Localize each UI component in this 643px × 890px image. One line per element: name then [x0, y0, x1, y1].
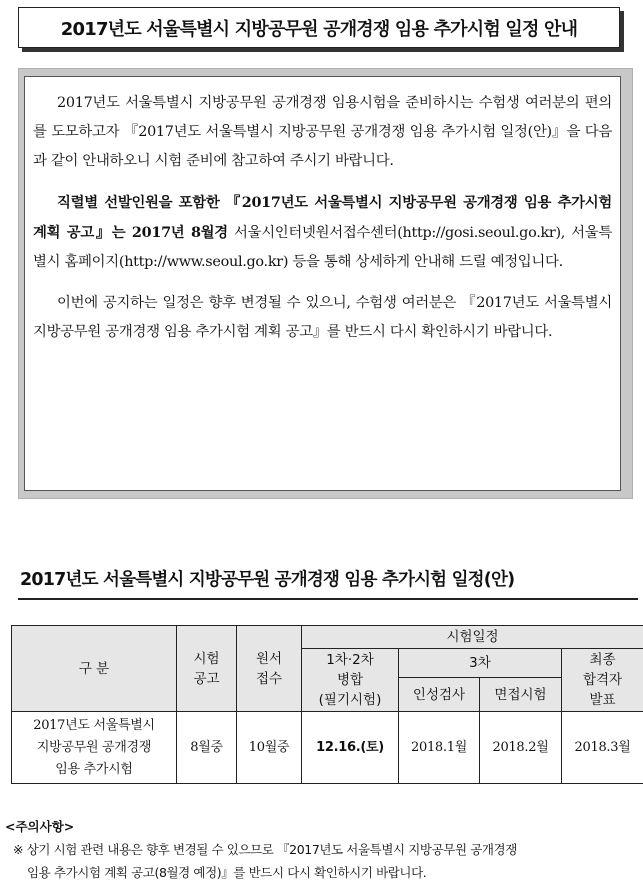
cell-interview: 2018.2월 — [480, 712, 562, 784]
header-announcement: 시험 공고 — [177, 626, 237, 712]
schedule-heading — [18, 560, 638, 600]
notes-header: <주의사항> — [5, 819, 75, 834]
notice-paragraph-2-rest: 서울시인터넷원서접수센터(http://gosi.seoul.go.kr), 서울특별시 홈페이지(http://www.seoul.go.kr) 등을 통해 상세하게 안내해 드릴 예정입니다. — [33, 225, 612, 270]
cell-personality-test: 2018.1월 — [399, 712, 480, 784]
cell-final-result: 2018.3월 — [562, 712, 643, 784]
notes-section — [5, 815, 640, 884]
cell-category: 2017년도 서울특별시 지방공무원 공개경쟁 임용 추가시험 — [12, 712, 177, 784]
table-row — [12, 712, 643, 784]
notice-paragraph-3: 이번에 공지하는 일정은 향후 변경될 수 있으니, 수험생 여러분은 『2017년도 서울특별시 지방공무원 공개경쟁 임용 추가시험 계획 공고』를 반드시 다시 확인하시기 바랍니다. — [33, 295, 612, 340]
page-title: 2017년도 서울특별시 지방공무원 공개경쟁 임용 추가시험 일정 안내 — [60, 18, 578, 40]
notice-paragraph-2 — [33, 188, 612, 277]
notice-paragraph-2-bold: 직렬별 선발인원을 포함한 『2017년도 서울특별시 지방공무원 공개경쟁 임용 추가시험 계획 공고』는 2017년 8월경 — [33, 194, 612, 241]
page-title-box — [18, 7, 620, 48]
header-final-result: 최종 합격자 발표 — [562, 649, 643, 712]
cell-announcement: 8월중 — [177, 712, 237, 784]
header-round-1-2: 1차·2차 병합 (필기시험) — [302, 649, 399, 712]
schedule-title: 2017년도 서울특별시 지방공무원 공개경쟁 임용 추가시험 일정(안) — [20, 570, 515, 590]
cell-application: 10월중 — [237, 712, 302, 784]
notice-paragraph-1: 2017년도 서울특별시 지방공무원 공개경쟁 임용시험을 준비하시는 수험생 여러분의 편의를 도모하고자 『2017년도 서울특별시 지방공무원 공개경쟁 임용 추가시험 일정(안)』을 다음과 같이 안내하오니 시험 준비에 참고하여 주시기 바랍니다. — [33, 95, 612, 169]
schedule-table — [11, 625, 643, 784]
notes-line-2: 임용 추가시험 계획 공고(8월경 예정)』를 반드시 다시 확인하시기 바랍니다. — [27, 865, 427, 880]
header-personality-test: 인성검사 — [399, 678, 480, 712]
cell-written-exam: 12.16.(토) — [302, 712, 399, 784]
header-round-3: 3차 — [399, 649, 562, 678]
header-exam-schedule: 시험일정 — [302, 626, 643, 649]
notice-box — [24, 76, 621, 491]
header-application: 원서 접수 — [237, 626, 302, 712]
notes-line-1: ※ 상기 시험 관련 내용은 향후 변경될 수 있으므로 『2017년도 서울특별시 지방공무원 공개경쟁 — [13, 842, 517, 857]
header-interview: 면접시험 — [480, 678, 562, 712]
header-category: 구 분 — [12, 626, 177, 712]
